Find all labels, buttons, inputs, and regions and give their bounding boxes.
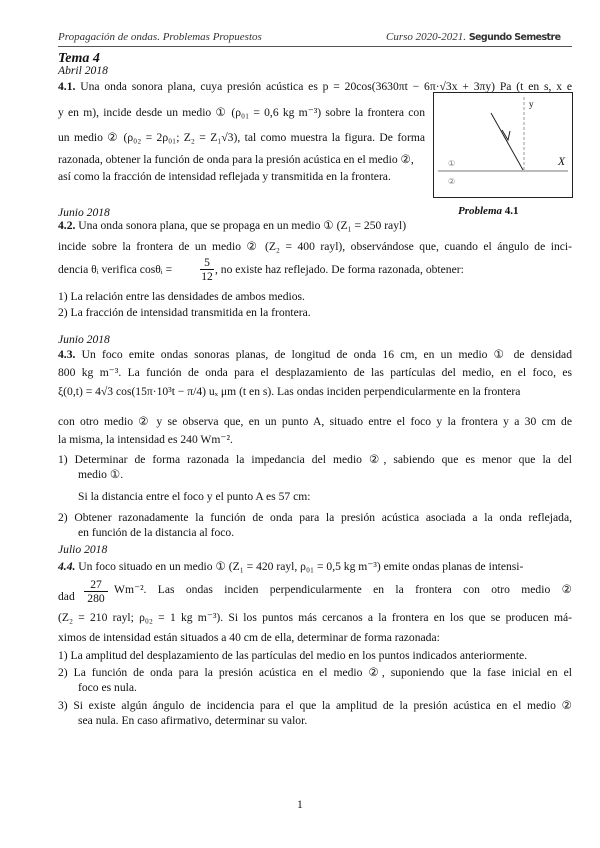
problem-4-3-line: 800 kg m⁻³. La función de onda para el desplazamiento de las partículas del medio, en el foco, es [58, 366, 572, 379]
running-header-left: Propagación de ondas. Problemas Propuestos [58, 31, 262, 43]
text: Una onda sonora plana, que se propaga en un medio ① (Z₁ = 250 rayl) [78, 219, 407, 232]
date-label: Julio 2018 [58, 543, 108, 556]
problem-4-4-line [58, 560, 523, 574]
figure-caption [458, 204, 519, 218]
problem-4-1-line: así como la fracción de intensidad reflejada y transmitida en la frontera. [58, 170, 391, 183]
problem-4-1-line: razonada, obtener la función de onda para la presión acústica en el medio ②, [58, 153, 414, 166]
list-item-cont: foco es nula. [78, 681, 137, 694]
section-title: Tema 4 [58, 51, 100, 66]
problem-4-1-line: y en m), incide desde un medio ① (ρ₀₁ = 0,6 kg m⁻³) sobre la frontera con [58, 106, 425, 119]
problem-4-2-line: dencia θᵢ verifica cosθᵢ = [58, 263, 173, 276]
problem-number: 4.1. [58, 80, 76, 93]
problem-4-2-line: incide sobre la frontera de un medio ② (Z₂ = 400 rayl), observándose que, cuando el ángulo de inci- [58, 240, 572, 253]
caption-word: Problema [458, 205, 502, 217]
list-item: 3) Si existe algún ángulo de incidencia para el que la amplitud de la presión acústica en el medio ② [58, 699, 572, 712]
problem-number: 4.2. [58, 219, 76, 232]
list-item: 2) La función de onda para la presión acústica en el medio ②, suponiendo que la fase inicial en el [58, 666, 572, 679]
problem-4-3-line [58, 348, 572, 362]
denominator: 12 [201, 270, 213, 283]
problem-4-3-line: la misma, la intensidad es 240 Wm⁻². [58, 433, 233, 446]
date-label: Junio 2018 [58, 333, 110, 346]
list-item: 1) La amplitud del desplazamiento de las partículas del medio en los puntos indicados anteriormente. [58, 649, 528, 662]
text: Un foco situado en un medio ① (Z₁ = 420 rayl, ρ₀₁ = 0,5 kg m⁻³) emite ondas planas de intensi- [78, 560, 524, 573]
page-number: 1 [297, 798, 303, 811]
problem-4-4-line: ximos de intensidad están situados a 40 cm de ella, determinar de forma razonada: [58, 631, 440, 644]
numerator: 27 [84, 578, 108, 592]
medium-1-label: ① [448, 159, 456, 168]
x-axis-label: X [558, 155, 566, 168]
denominator: 280 [87, 592, 105, 605]
list-item-cont: en función de la distancia al foco. [78, 526, 235, 539]
text: Una onda sonora plana, cuya presión acústica es p = 20cos(3630πt − 6π·√3x + 3πy) Pa (t en s, x e [80, 80, 572, 93]
text: Un foco emite ondas sonoras planas, de longitud de onda 16 cm, en un medio ① de densidad [81, 348, 572, 361]
list-item: 1) Determinar de forma razonada la impedancia del medio ②, sabiendo que es menor que la del [58, 453, 572, 466]
problem-4-1-line: un medio ② (ρ₀₂ = 2ρ₀₁; Z₂ = Z₁√3), tal como muestra la figura. De forma [58, 131, 425, 144]
list-item-cont: sea nula. En caso afirmativo, determinar su valor. [78, 714, 308, 727]
header-rule [58, 46, 572, 47]
term: Segundo Semestre [468, 32, 561, 43]
list-item: 2) La fracción de intensidad transmitida en la frontera. [58, 306, 311, 319]
problem-4-3-line: ξ(0,t) = 4√3 cos(15π·10³t − π/4) uₓ μm (t en s). Las ondas inciden perpendicularmente en la frontera [58, 385, 521, 398]
fraction [200, 256, 214, 283]
list-item: 2) Obtener razonadamente la función de onda para la presión acústica asociada a la onda reflejada, [58, 511, 572, 524]
incident-ray [491, 113, 523, 170]
problem-4-2-line: , no existe haz reflejado. De forma razonada, obtener: [215, 263, 464, 276]
list-item: 1) La relación entre las densidades de ambos medios. [58, 290, 305, 303]
incidence-figure [433, 92, 573, 198]
problem-4-4-line: Wm⁻². Las ondas inciden perpendicularmente en la frontera con otro medio ② [114, 583, 572, 596]
date-label: Abril 2018 [58, 64, 108, 77]
condition-text: Si la distancia entre el foco y el punto A es 57 cm: [78, 490, 311, 503]
course: Curso 2020-2021. [386, 31, 467, 43]
y-axis-label: y [529, 99, 534, 109]
caption-number: 4.1 [504, 205, 519, 217]
numerator: 5 [200, 256, 214, 270]
problem-4-2-line [58, 219, 406, 233]
fraction [84, 578, 108, 605]
problem-number: 4.3. [58, 348, 76, 361]
problem-4-3-line: con otro medio ② y se observa que, en un punto A, situado entre el foco y la frontera y a 30 cm de [58, 415, 572, 428]
problem-4-4-line: (Z₂ = 210 rayl; ρ₀₂ = 1 kg m⁻³). Si los puntos más cercanos a la frontera en los que se producen má- [58, 611, 572, 624]
list-item-cont: medio ①. [78, 468, 124, 481]
date-label: Junio 2018 [58, 206, 110, 219]
running-header-right [386, 30, 560, 45]
problem-4-4-line: dad [58, 590, 75, 603]
medium-2-label: ② [448, 177, 456, 186]
problem-number: 4.4. [58, 560, 76, 573]
